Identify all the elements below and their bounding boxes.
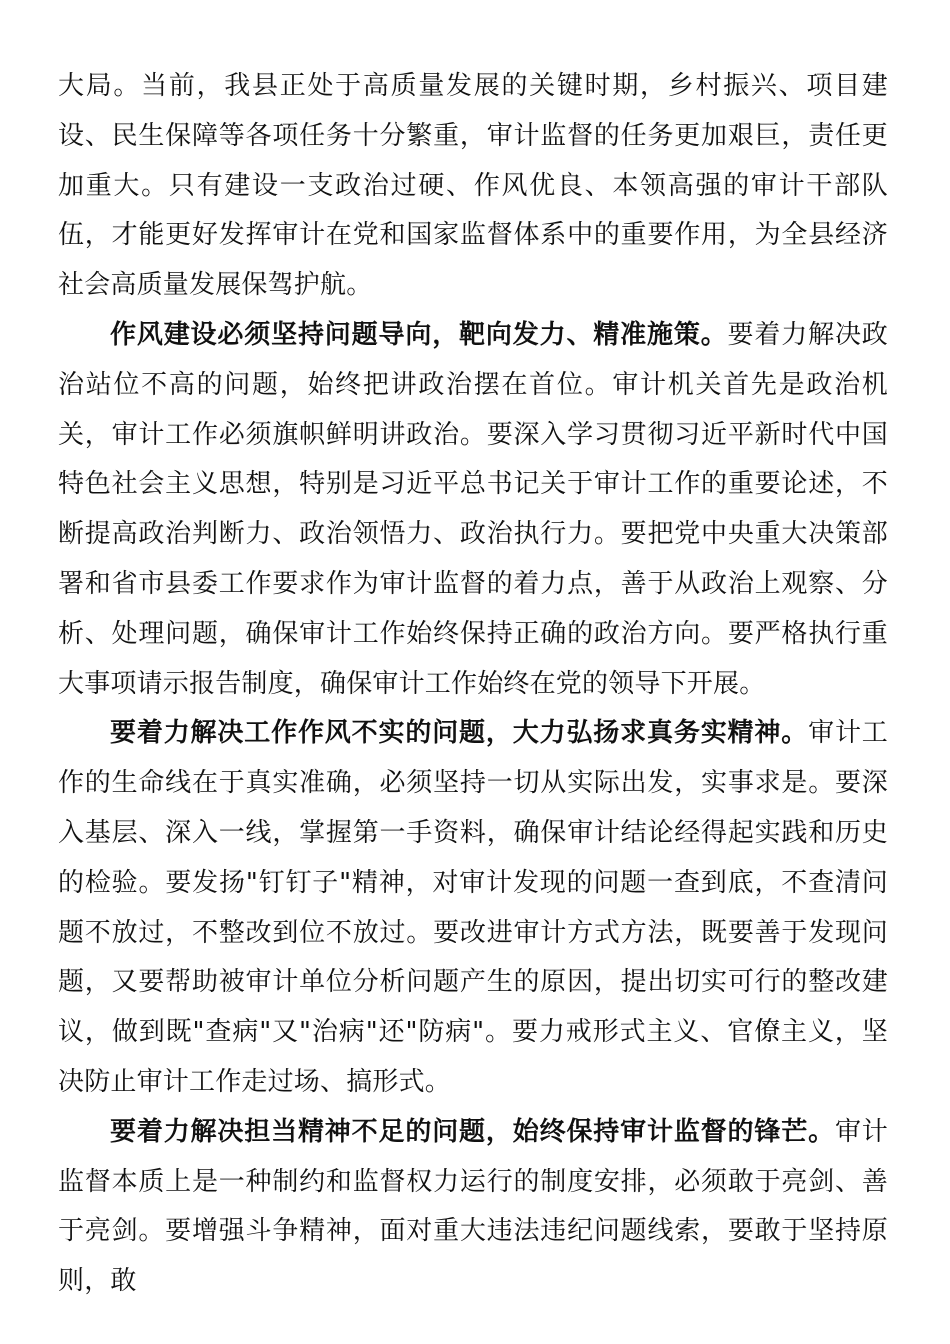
paragraph-2-lead: 作风建设必须坚持问题导向，靶向发力、精准施策。 <box>110 319 728 350</box>
paragraph-1-text: 大局。当前，我县正处于高质量发展的关键时期，乡村振兴、项目建设、民生保障等各项任务十分繁重，审计监督的任务更加艰巨，责任更加重大。只有建设一支政治过硬、作风优良、本领高强的审计干部队伍，才能更好发挥审计在党和国家监督体系中的重要作用，为全县经济社会高质量发展保驾护航。 <box>58 71 888 301</box>
paragraph-3-text: 审计工作的生命线在于真实准确，必须坚持一切从实际出发，实事求是。要深入基层、深入一线，掌握第一手资料，确保审计结论经得起实践和历史的检验。要发扬"钉钉子"精神，对审计发现的问题一查到底，不查清问题不放过，不整改到位不放过。要改进审计方式方法，既要善于发现问题，又要帮助被审计单位分析问题产生的原因，提出切实可行的整改建议，做到既"查病"又"治病"还"防病"。要力戒形式主义、官僚主义，坚决防止审计工作走过场、搞形式。 <box>58 718 888 1097</box>
paragraph-4-text: 审计监督本质上是一种制约和监督权力运行的制度安排，必须敢于亮剑、善于亮剑。要增强斗争精神，面对重大违法违纪问题线索，要敢于坚持原则，敢 <box>58 1116 889 1297</box>
document-page <box>58 62 888 1307</box>
paragraph-4-lead: 要着力解决担当精神不足的问题，始终保持审计监督的锋芒。 <box>110 1116 835 1147</box>
paragraph-2 <box>58 311 888 709</box>
paragraph-4 <box>58 1108 888 1307</box>
paragraph-3 <box>58 709 888 1107</box>
paragraph-1 <box>58 62 888 311</box>
paragraph-2-text: 要着力解决政治站位不高的问题，始终把讲政治摆在首位。审计机关首先是政治机关，审计工作必须旗帜鲜明讲政治。要深入学习贯彻习近平新时代中国特色社会主义思想，特别是习近平总书记关于审计工作的重要论述，不断提高政治判断力、政治领悟力、政治执行力。要把党中央重大决策部署和省市县委工作要求作为审计监督的着力点，善于从政治上观察、分析、处理问题，确保审计工作始终保持正确的政治方向。要严格执行重大事项请示报告制度，确保审计工作始终在党的领导下开展。 <box>58 319 888 699</box>
paragraph-3-lead: 要着力解决工作作风不实的问题，大力弘扬求真务实精神。 <box>110 718 809 749</box>
